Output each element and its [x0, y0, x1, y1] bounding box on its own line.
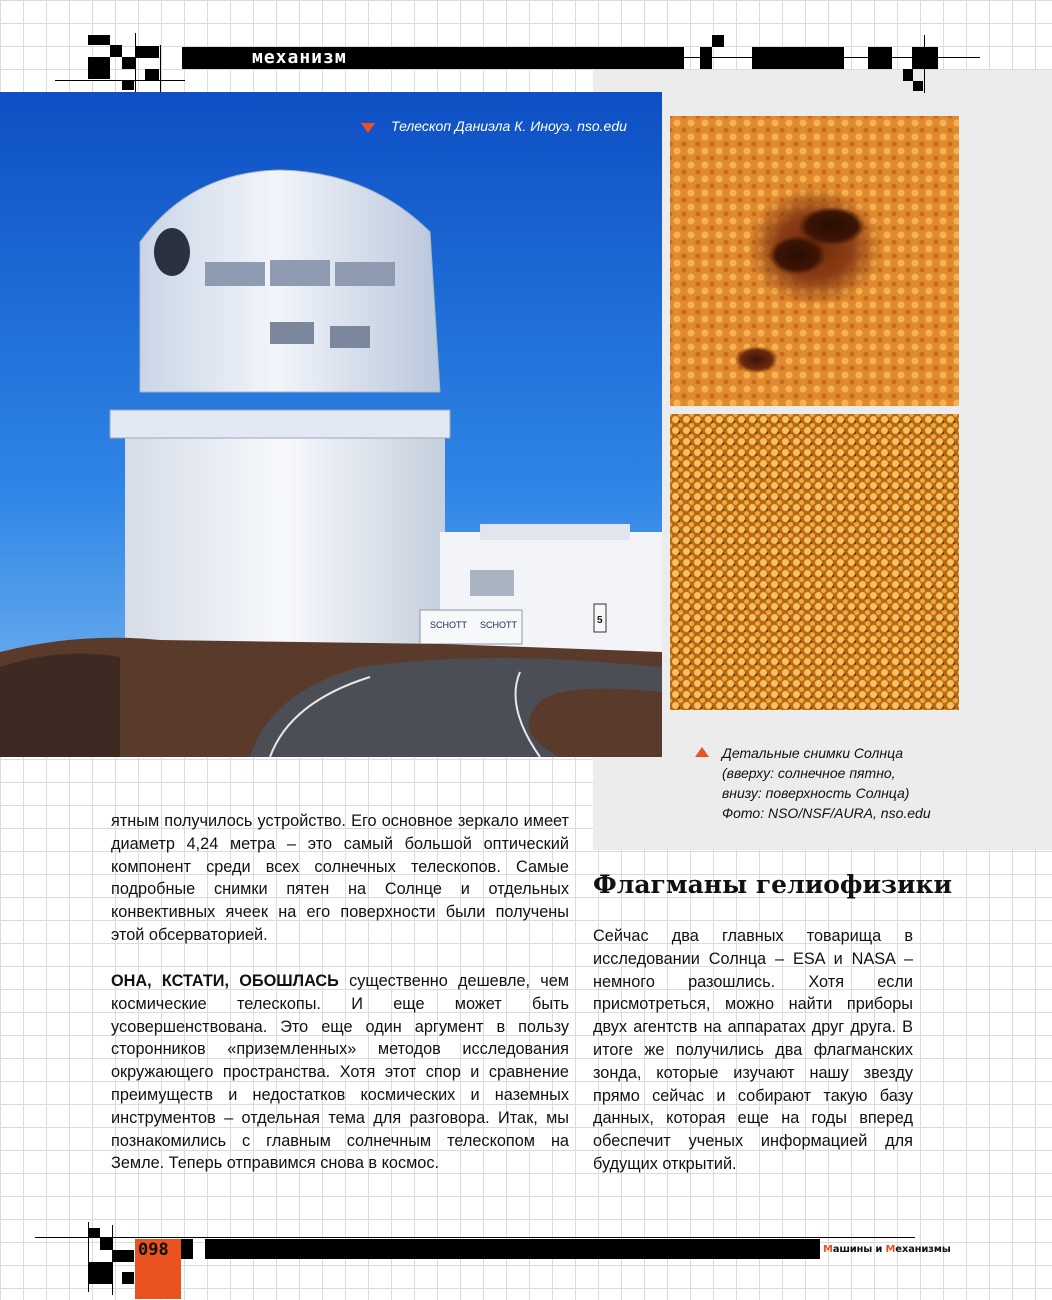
sun-caption-line-4: Фото: NSO/NSF/AURA, nso.edu [722, 805, 931, 821]
sun-surface-image [670, 414, 959, 710]
left-paragraph-1: ятным получилось устройство. Его основное зеркало имеет диаметр 4,24 метра – это самый большой оптический компонент среди всех солнечных телескопов. Самые подробные снимки пятен на Солнце и отдельных конвективных ячеек на его поверхности были получены этой обсерваторией. [111, 812, 569, 944]
sun-caption-line-1: Детальные снимки Солнца [722, 745, 904, 761]
sun-caption-line-3: внизу: поверхность Солнца) [722, 785, 910, 801]
trailer-label-right: SCHOTT [480, 620, 517, 630]
sun-caption [722, 743, 931, 823]
paragraph-body: существенно дешевле, чем космические телескопы. И еще может быть усовершенствована. Это еще один аргумент в пользу сторонников «приземленных» методов исследования окружающего пространства. Хотя этот спор и сравнение преимуществ и недостатков космических и наземных инструментов – отдельная тема для разговора. Итак, мы познакомились с главным солнечным телескопом на Земле. Теперь отправимся снова в космос. [111, 972, 570, 1173]
page-number: 098 [138, 1240, 169, 1260]
brand-initial-2: М [885, 1244, 896, 1255]
sun-caption-line-2: (вверху: солнечное пятно, [722, 765, 896, 781]
telescope-caption: Телескоп Даниэла К. Иноуэ. nso.edu [391, 118, 627, 134]
brand-word-2: еханизмы [895, 1244, 951, 1255]
footer-bar [205, 1239, 820, 1259]
caption-marker-down-icon [361, 123, 375, 133]
trailer-label-left: SCHOTT [430, 620, 467, 630]
magazine-brand [823, 1243, 951, 1257]
sunspot-image [670, 116, 959, 406]
road-sign-number: 5 [597, 615, 603, 626]
rubric-title: механизм [252, 47, 347, 68]
caption-marker-up-icon [695, 747, 709, 757]
section-heading: Флагманы гелиофизики [593, 870, 953, 899]
right-paragraph: Сейчас два главных товарища в исследовании Солнца – ESA и NASA – немного разошлись. Хотя если присмотреться, можно найти приборы двух агентств на аппаратах друг друга. В итоге же получились два флагманских зонда, которые изучают нашу звезду прямо сейчас и собирают такую базу данных, которая еще на годы вперед обеспечит ученых информацией для будущих открытий. [593, 927, 913, 1173]
paragraph-lead-in: ОНА, КСТАТИ, ОБОШЛАСЬ [111, 972, 339, 990]
brand-initial-1: М [823, 1244, 833, 1255]
brand-word-1: ашины и [832, 1244, 886, 1255]
left-paragraph-2 [111, 970, 569, 1175]
telescope-photo [0, 92, 662, 757]
